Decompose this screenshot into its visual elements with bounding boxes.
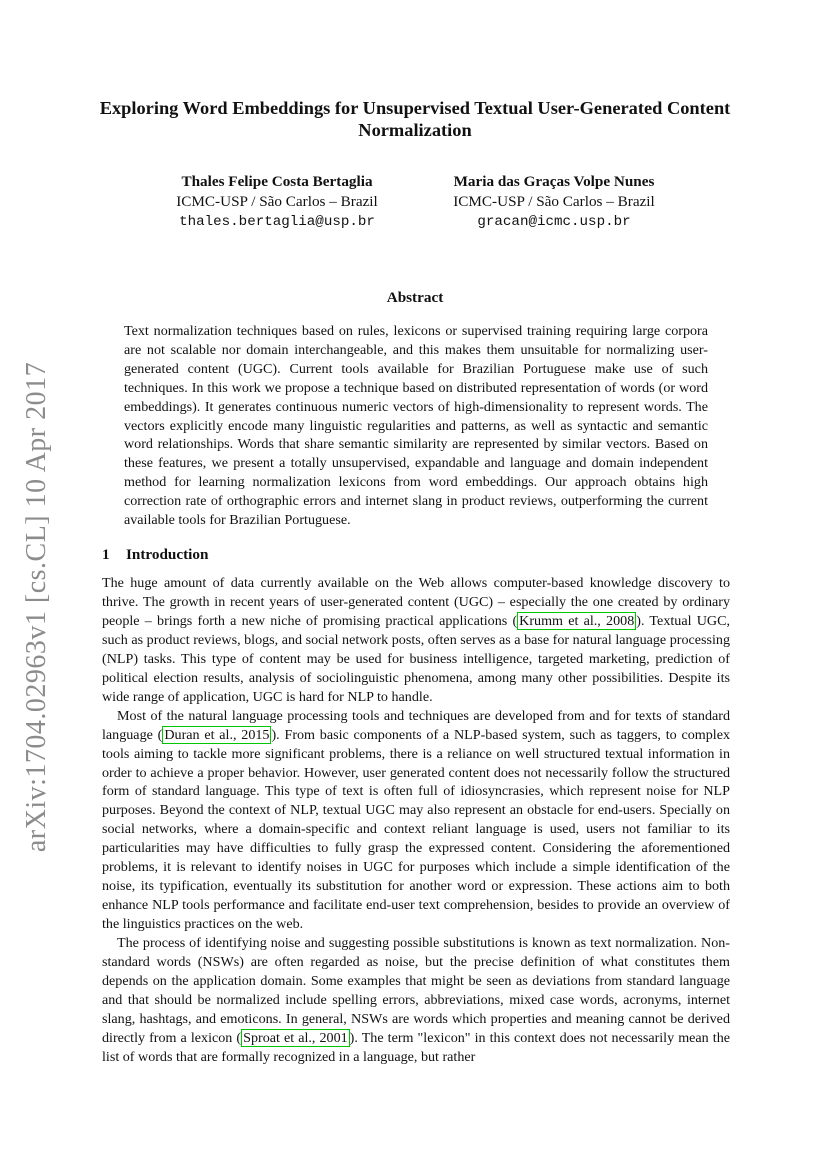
section-heading	[102, 545, 208, 565]
section-title: Introduction	[126, 546, 209, 563]
introduction-body	[102, 574, 730, 1067]
author-name: Thales Felipe Costa Bertaglia	[181, 173, 373, 190]
author-block-2	[430, 172, 678, 232]
author-block-1	[156, 172, 398, 232]
author-affiliation: ICMC-USP / São Carlos – Brazil	[176, 193, 378, 210]
author-email: gracan@icmc.usp.br	[477, 214, 631, 230]
author-affiliation: ICMC-USP / São Carlos – Brazil	[453, 193, 655, 210]
paragraph: The huge amount of data currently available on the Web allows computer-based knowledge discovery to thrive. The growth in recent years of user-generated content (UGC) – especially the one created by ordinary people – brings forth a new niche of promising practical applications ( Krumm et al., 2008 ). Textual UGC, such as product reviews, blogs, and social network posts, often serves as a base for natural language processing (NLP) tasks. This type of content may be used for business intelligence, targeted marketing, prediction of political election results, analysis of sociolinguistic phenomena, among many other possibilities. Despite its wide range of application, UGC is hard for NLP to handle.	[102, 575, 730, 705]
citation-link[interactable]: Krumm et al., 2008	[519, 612, 635, 629]
paragraph: Most of the natural language processing tools and techniques are developed from and for texts of standard language ( Duran et al., 2015 ). From basic components of a NLP-based system, such as taggers, to complex tools aiming to tackle more significant problems, there is a reliance on well structured textual information in order to achieve a proper behavior. However, user generated content does not necessarily follow the structured form of standard language. This type of text is often full of idiosyncrasies, which represent noise for NLP purposes. Beyond the context of NLP, textual UGC may also represent an obstacle for end-users. Specially on social networks, where a domain-specific and context reliant language is used, users not familiar to its particularities may have difficulties to fully grasp the expressed content. Considering the aforementioned problems, it is relevant to identify noises in UGC for purposes which include a simple identification of the noise, its typification, eventually its substitution for another word or expression. These actions aim to both enhance NLP tools performance and facilitate end-user text comprehension, besides to provide an overview of the linguistics practices on the web.	[102, 707, 730, 933]
section-number: 1	[102, 546, 110, 563]
paragraph: The process of identifying noise and suggesting possible substitutions is known as text normalization. Non-standard words (NSWs) are often regarded as noise, but the precise definition of what constitutes them depends on the application domain. Some examples that might be seen as deviations from standard language and that should be normalized include spelling errors, abbreviations, mixed case words, acronyms, internet slang, hashtags, and emoticons. In general, NSWs are words which properties and meaning cannot be derived directly from a lexicon ( Sproat et al., 2001 ). The term "lexicon" in this context does not necessarily mean the list of words that are formally recognized in a language, but rather	[102, 935, 731, 1065]
arxiv-identifier: arXiv:1704.02963v1 [cs.CL] 10 Apr 2017	[21, 361, 53, 853]
abstract-text: Text normalization techniques based on rules, lexicons or supervised training requiring large corpora are not scalable nor domain interchangeable, and this makes them unsuitable for normalizing user-generated content (UGC). Current tools available for Brazilian Portuguese make use of such techniques. In this work we propose a technique based on distributed representation of words (or word embeddings). It generates continuous numeric vectors of high-dimensionality to represent words. The vectors explicitly encode many linguistic regularities and patterns, as well as syntactic and semantic word relationships. Words that share semantic similarity are represented by similar vectors. Based on these features, we present a totally unsupervised, expandable and language and domain independent method for learning normalization lexicons from word embeddings. Our approach obtains high correction rate of orthographic errors and internet slang in product reviews, outperforming the current available tools for Brazilian Portuguese.	[124, 323, 708, 529]
citation-link[interactable]: Duran et al., 2015	[164, 726, 270, 743]
author-name: Maria das Graças Volpe Nunes	[453, 173, 655, 190]
arxiv-sidebar	[21, 361, 53, 853]
paper-title: Exploring Word Embeddings for Unsupervised Textual User-Generated Content Normalization	[99, 98, 731, 140]
abstract-heading: Abstract	[386, 289, 444, 306]
author-email: thales.bertaglia@usp.br	[179, 214, 375, 230]
citation-link[interactable]: Sproat et al., 2001	[243, 1029, 348, 1046]
